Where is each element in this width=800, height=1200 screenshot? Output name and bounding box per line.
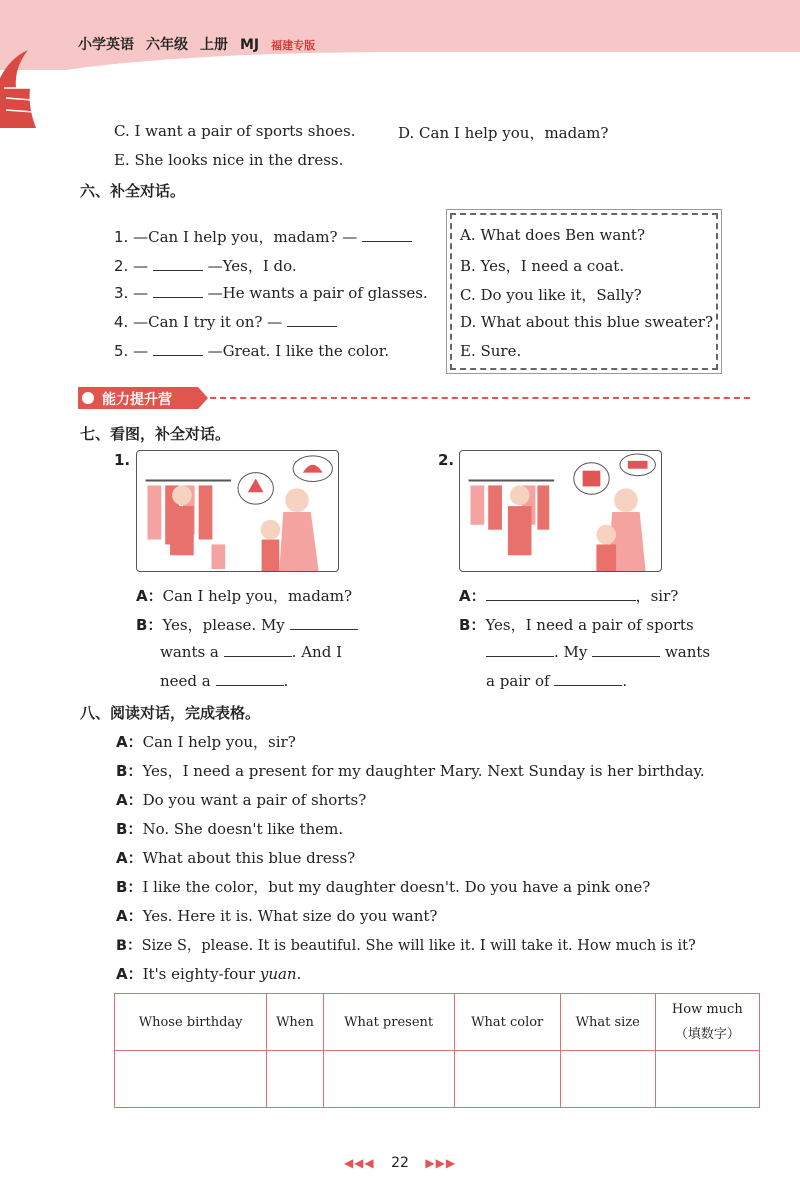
th-whose-birthday: Whose birthday [115,994,267,1051]
s6-option-a: A. What does Ben want? [460,226,646,244]
s6-blank-5[interactable] [153,342,203,356]
s6-item-3: 3. — —He wants a pair of glasses. [114,284,428,302]
s6-option-e: E. Sure. [460,342,522,360]
s7-num-2: 2. [438,451,455,469]
prev-arrows-icon: ◀◀◀ [343,1156,375,1170]
s7-p2-blank-2[interactable] [486,643,554,657]
s6-blank-1[interactable] [362,228,412,242]
dialogue-line: A：Yes. Here it is. What size do you want? [116,907,438,925]
option-d: D. Can I help you，madam? [398,124,609,142]
s7-p1-blank-3[interactable] [216,672,284,686]
option-c: C. I want a pair of sports shoes. [114,122,356,140]
answer-cell[interactable] [323,1051,454,1108]
s7-p1-line-b1: B：Yes，please. My [136,614,358,635]
s7-p2-blank-3[interactable] [592,643,660,657]
answer-cell[interactable] [655,1051,759,1108]
th-how-much: How much （填数字） [655,994,759,1051]
s6-blank-2[interactable] [153,257,203,271]
dialogue-line: A：What about this blue dress? [116,849,356,867]
s7-p2-blank-1[interactable] [486,587,636,601]
s6-item-1: 1. —Can I help you，madam? — [114,226,412,247]
s6-item-4: 4. —Can I try it on? — [114,313,337,331]
info-table [114,993,760,1108]
s6-item-5: 5. — —Great. I like the color. [114,342,390,360]
s6-option-d: D. What about this blue sweater? [460,313,714,331]
section-8-title: 八、阅读对话，完成表格。 [80,704,261,722]
s7-p1-blank-1[interactable] [290,616,358,630]
th-what-present: What present [323,994,454,1051]
th-when: When [267,994,323,1051]
s7-p1-line-b3: need a . [160,672,289,690]
answer-cell[interactable] [454,1051,560,1108]
dialogue-line: B：Yes，I need a present for my daughter Mary. Next Sunday is her birthday. [116,762,705,780]
answer-cell[interactable] [560,1051,655,1108]
option-e: E. She looks nice in the dress. [114,151,344,169]
s7-p1-blank-2[interactable] [224,643,292,657]
s6-blank-3[interactable] [153,284,203,298]
answer-cell[interactable] [267,1051,323,1108]
page-number: 22 [391,1155,409,1171]
s7-p2-line-b2: . My wants [486,643,710,661]
header-title: 小学英语 六年级 上册 MJ 福建专版 [78,37,316,53]
page-footer [0,1155,800,1171]
s7-p2-line-b1: B：Yes，I need a pair of sports [459,616,694,634]
shop-picture-1 [136,450,339,572]
s6-option-b: B. Yes，I need a coat. [460,257,625,275]
dialogue-line: A：Can I help you，sir? [116,733,296,751]
banner-dashed-line [210,397,750,399]
th-what-color: What color [454,994,560,1051]
pagoda-icon [0,28,48,128]
dialogue-line: B：I like the color，but my daughter doesn't. Do you have a pink one? [116,878,651,896]
s7-p2-line-b3: a pair of . [486,672,628,690]
s7-p1-line-b2: wants a . And I [160,643,342,661]
banner-label: 能力提升营 [102,392,172,408]
shop-picture-2 [459,450,662,572]
s7-p2-blank-4[interactable] [554,672,622,686]
s7-num-1: 1. [114,451,131,469]
dialogue-line: B：Size S，please. It is beautiful. She will like it. I will take it. How much is it? [116,938,696,954]
s6-item-2: 2. — —Yes，I do. [114,257,297,275]
s7-p1-line-a: A：Can I help you，madam? [136,587,352,605]
dialogue-line: B：No. She doesn't like them. [116,820,344,838]
s6-blank-4[interactable] [287,313,337,327]
next-arrows-icon: ▶▶▶ [425,1156,457,1170]
s7-p2-line-a: A： ，sir? [459,587,679,605]
section-6-title: 六、补全对话。 [80,182,186,200]
dialogue-line: A：Do you want a pair of shorts? [116,791,367,809]
answer-cell[interactable] [115,1051,267,1108]
th-what-size: What size [560,994,655,1051]
section-7-title: 七、看图，补全对话。 [80,425,231,443]
s6-option-c: C. Do you like it，Sally? [460,286,642,304]
dialogue-line: A：It's eighty-four yuan. [116,965,302,983]
